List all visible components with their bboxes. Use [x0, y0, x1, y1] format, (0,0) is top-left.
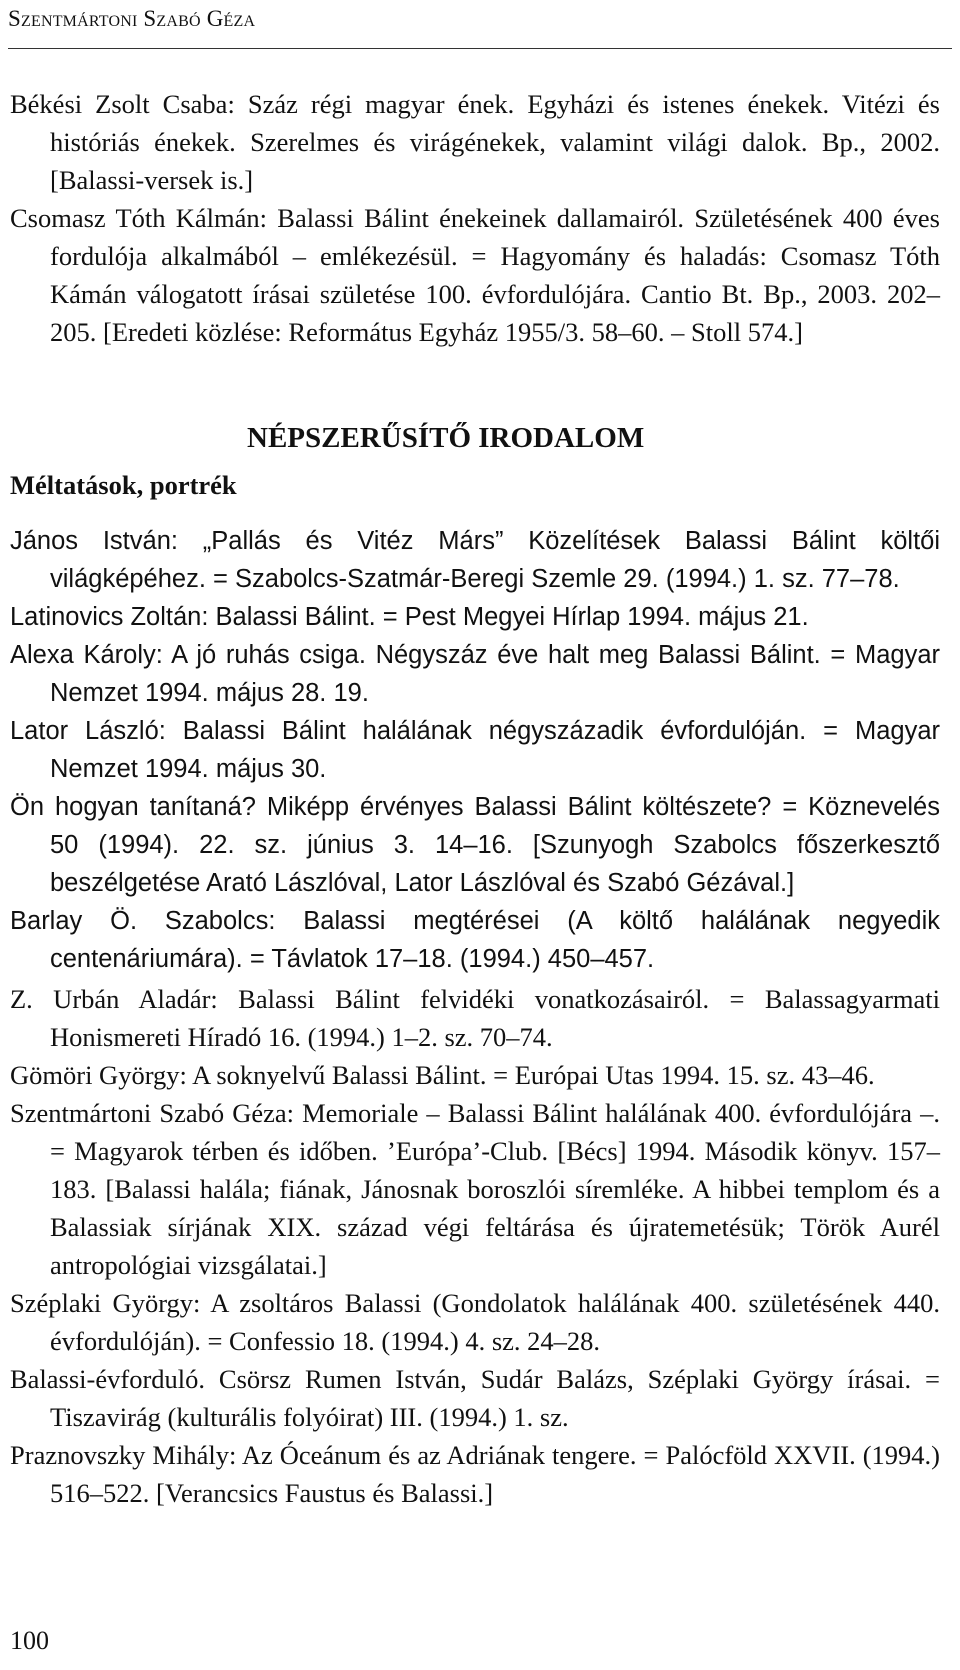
bibliography-entry: Lator László: Balassi Bálint halálának négyszázadik évfordulóján. = Magyar Nemzet 1994. május 30.	[10, 717, 940, 783]
bibliography-entry: Alexa Károly: A jó ruhás csiga. Négyszáz éve halt meg Balassi Bálint. = Magyar Nemzet 1994. május 28. 19.	[10, 641, 940, 707]
page-number: 100	[10, 1626, 49, 1655]
bibliography-entry: Balassi-évforduló. Csörsz Rumen István, Sudár Balázs, Széplaki György írásai. = Tiszavirág (kulturális folyóirat) III. (1994.) 1. sz.	[10, 1364, 940, 1432]
section-title: NÉPSZERŰSÍTŐ IRODALOM	[247, 422, 645, 454]
bibliography-entry: Szentmártoni Szabó Géza: Memoriale – Balassi Bálint halálának 400. évfordulójára –. = Magyarok térben és időben. ’Európa’-Club. [Bécs] 1994. Második könyv. 157–183. [Balassi halála; fiának, Jánosnak boroszlói síremléke. A hibbei templom és a Balassiak sírjának XIX. század végi feltárása és újratemetésük; Török Aurél antropológiai vizsgálatai.]	[10, 1098, 940, 1280]
bibliography-entry: Széplaki György: A zsoltáros Balassi (Gondolatok halálának 400. születésének 440. évfordulóján). = Confessio 18. (1994.) 4. sz. 24–28.	[10, 1288, 940, 1356]
bibliography-entry: Békési Zsolt Csaba: Száz régi magyar ének. Egyházi és istenes énekek. Vitézi és históriás énekek. Szerelmes és virágénekek, valamint világi dalok. Bp., 2002. [Balassi-versek is.]	[10, 89, 940, 195]
bibliography-entry: Gömöri György: A soknyelvű Balassi Bálint. = Európai Utas 1994. 15. sz. 43–46.	[10, 1060, 875, 1090]
portrait-bibliography-sans	[10, 522, 940, 978]
running-header: Szentmártoni Szabó Géza	[8, 6, 256, 31]
bibliography-entry: Ön hogyan tanítaná? Miképp érvényes Balassi Bálint költészete? = Köznevelés 50 (1994). 22. sz. június 3. 14–16. [Szunyogh Szabolcs főszerkesztő beszélgetése Arató Lászlóval, Lator Lászlóval és Szabó Gézával.]	[10, 793, 940, 897]
intro-bibliography	[10, 85, 940, 351]
bibliography-entry: Csomasz Tóth Kálmán: Balassi Bálint énekeinek dallamairól. Születésének 400 éves fordulója alkalmából – emlékezésül. = Hagyomány és haladás: Csomasz Tóth Kámán válogatott írásai születése 100. évfordulójára. Cantio Bt. Bp., 2003. 202–205. [Eredeti közlése: Református Egyház 1955/3. 58–60. – Stoll 574.]	[10, 203, 940, 347]
bibliography-entry: János István: „Pallás és Vitéz Márs” Közelítések Balassi Bálint költői világképéhez. = Szabolcs-Szatmár-Beregi Szemle 29. (1994.) 1. sz. 77–78.	[10, 527, 940, 593]
section-subtitle: Méltatások, portrék	[10, 470, 237, 500]
bibliography-entry: Praznovszky Mihály: Az Óceánum és az Adriának tengere. = Palócföld XXVII. (1994.) 516–522. [Verancsics Faustus és Balassi.]	[10, 1440, 940, 1508]
bibliography-entry: Latinovics Zoltán: Balassi Bálint. = Pest Megyei Hírlap 1994. május 21.	[10, 603, 809, 631]
header-rule	[8, 48, 952, 49]
portrait-bibliography-serif	[10, 980, 940, 1512]
bibliography-entry: Z. Urbán Aladár: Balassi Bálint felvidéki vonatkozásairól. = Balassagyarmati Honismereti Híradó 16. (1994.) 1–2. sz. 70–74.	[10, 984, 940, 1052]
bibliography-entry: Barlay Ö. Szabolcs: Balassi megtérései (A költő halálának negyedik centenáriumára). = Távlatok 17–18. (1994.) 450–457.	[10, 907, 940, 973]
